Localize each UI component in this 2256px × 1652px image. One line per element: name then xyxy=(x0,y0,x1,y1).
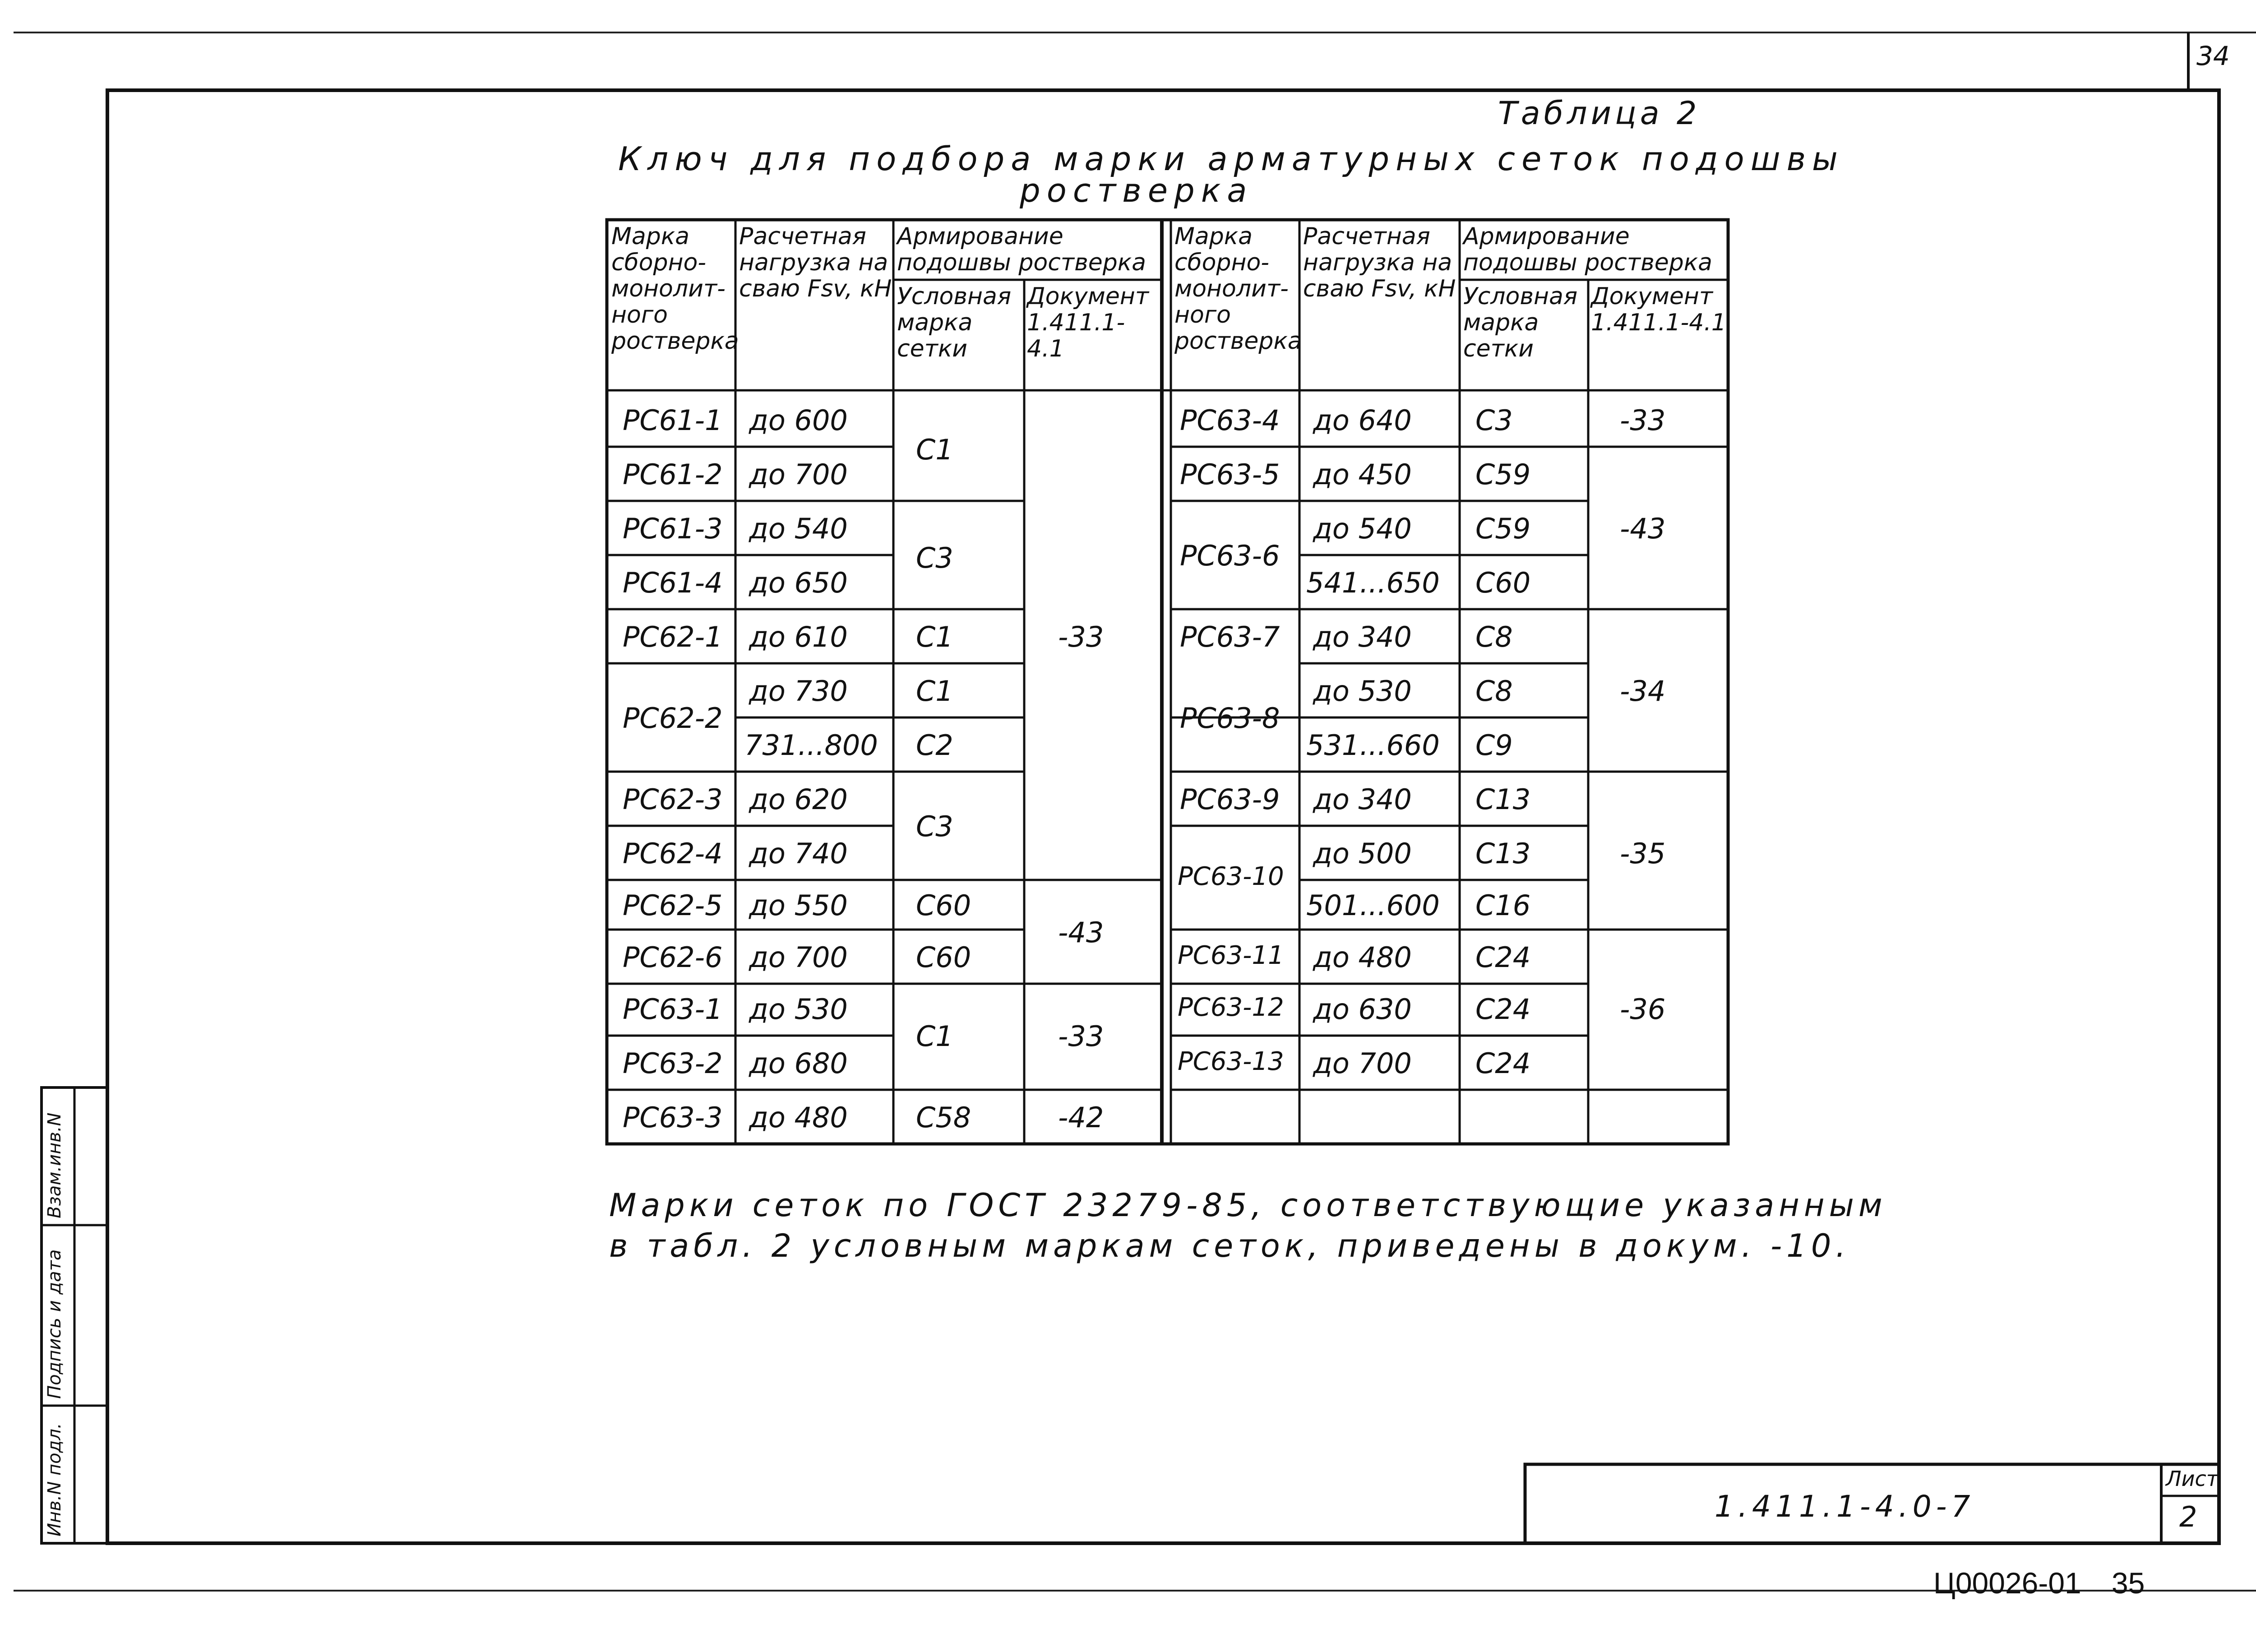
side-label-inv: Инв.N подл. xyxy=(44,1423,65,1536)
right-mark: РС63-4 xyxy=(1180,404,1280,437)
right-load: до 450 xyxy=(1313,458,1412,491)
right-cond: С3 xyxy=(1475,404,1513,437)
right-cond: С24 xyxy=(1475,941,1531,974)
left-mark: РС62-5 xyxy=(623,889,723,922)
right-load: до 540 xyxy=(1313,512,1412,545)
table-title: Ключ для подбора марки арматурных сеток подошвы xyxy=(618,140,1844,178)
left-mark: РС61-4 xyxy=(623,566,723,599)
left-load: до 740 xyxy=(749,837,848,870)
left-cond: С1 xyxy=(916,675,953,708)
sheet-corner-number: 34 xyxy=(2196,41,2230,71)
right-mark: РС63-12 xyxy=(1178,993,1284,1022)
left-load: до 600 xyxy=(749,404,848,437)
header-mark-right: Марка сборно-монолит-ного ростверка xyxy=(1174,223,1302,355)
header-reinf-left: Армирование подошвы ростверка xyxy=(897,223,1146,276)
left-doc: -33 xyxy=(1058,1020,1104,1053)
archive-page: 35 xyxy=(2112,1566,2145,1600)
right-cond: С59 xyxy=(1475,512,1531,545)
right-mark: РС63-9 xyxy=(1180,783,1280,816)
right-load: 501...600 xyxy=(1306,889,1440,922)
left-load: до 540 xyxy=(749,512,848,545)
left-mark: РС63-2 xyxy=(623,1047,723,1080)
left-cond: С60 xyxy=(916,941,971,974)
left-cond: С60 xyxy=(916,889,971,922)
right-cond: С24 xyxy=(1475,993,1531,1026)
left-mark: РС61-1 xyxy=(623,404,723,437)
left-cond: С1 xyxy=(916,1020,953,1053)
right-cond: С13 xyxy=(1475,837,1531,870)
right-doc: -35 xyxy=(1620,837,1666,870)
left-mark: РС63-1 xyxy=(623,993,723,1026)
header-doc-left: Документ 1.411.1-4.1 xyxy=(1027,283,1149,362)
right-load: до 480 xyxy=(1313,941,1412,974)
right-doc: -36 xyxy=(1620,993,1666,1026)
right-load: до 340 xyxy=(1313,620,1412,653)
left-mark: РС61-2 xyxy=(623,458,723,491)
left-cond: С1 xyxy=(916,433,953,466)
table-label: Таблица 2 xyxy=(1498,95,1701,132)
header-reinf-right: Армирование подошвы ростверка xyxy=(1463,223,1713,276)
table-title-line2: ростверка xyxy=(1020,171,1253,209)
left-load: до 480 xyxy=(749,1101,848,1134)
right-cond: С60 xyxy=(1475,566,1531,599)
side-label-replace: Взам.инв.N xyxy=(44,1112,65,1218)
right-cond: С8 xyxy=(1475,620,1513,653)
left-mark: РС63-3 xyxy=(623,1101,723,1134)
left-mark: РС62-1 xyxy=(623,620,723,653)
left-cond: С3 xyxy=(916,810,953,843)
right-load: до 700 xyxy=(1313,1047,1412,1080)
left-cond: С1 xyxy=(916,620,953,653)
right-mark: РС63-8 xyxy=(1180,702,1280,735)
right-mark: РС63-7 xyxy=(1180,620,1280,653)
left-load: до 610 xyxy=(749,620,848,653)
right-mark: РС63-5 xyxy=(1180,458,1280,491)
right-load: 531...660 xyxy=(1306,729,1440,762)
archive-code: Ц00026-01 xyxy=(1933,1566,2081,1600)
side-label-signature: Подпись и дата xyxy=(44,1249,65,1399)
right-load: до 640 xyxy=(1313,404,1412,437)
left-mark: РС61-3 xyxy=(623,512,723,545)
left-mark: РС62-2 xyxy=(623,702,723,735)
left-mark: РС62-4 xyxy=(623,837,723,870)
left-load: до 650 xyxy=(749,566,848,599)
left-load: до 530 xyxy=(749,993,848,1026)
right-cond: С8 xyxy=(1475,675,1513,708)
right-cond: С59 xyxy=(1475,458,1531,491)
header-load-left: Расчетная нагрузка на сваю Fsv, кН xyxy=(739,223,892,302)
right-cond: С13 xyxy=(1475,783,1531,816)
left-doc: -33 xyxy=(1058,620,1104,653)
right-doc: -43 xyxy=(1620,512,1666,545)
left-load: до 730 xyxy=(749,675,848,708)
stamp-code: 1.411.1-4.0-7 xyxy=(1715,1489,1975,1524)
right-cond: С9 xyxy=(1475,729,1513,762)
left-cond: С58 xyxy=(916,1101,971,1134)
right-cond: С24 xyxy=(1475,1047,1531,1080)
note-line-2: в табл. 2 условным маркам сеток, приведены в докум. -10. xyxy=(609,1227,1850,1264)
header-doc-right: Документ 1.411.1-4.1 xyxy=(1591,283,1726,336)
right-load: до 630 xyxy=(1313,993,1412,1026)
left-mark: РС62-6 xyxy=(623,941,723,974)
right-cond: С16 xyxy=(1475,889,1531,922)
right-mark: РС63-10 xyxy=(1178,862,1284,891)
left-doc: -42 xyxy=(1058,1101,1104,1134)
left-cond: С3 xyxy=(916,541,953,574)
left-load: 731...800 xyxy=(744,729,878,762)
right-load: 541...650 xyxy=(1306,566,1440,599)
right-load: до 530 xyxy=(1313,675,1412,708)
right-doc: -34 xyxy=(1620,675,1666,708)
right-mark: РС63-13 xyxy=(1178,1047,1284,1076)
header-cond-left: Условная марка сетки xyxy=(897,283,1012,362)
left-mark: РС62-3 xyxy=(623,783,723,816)
left-load: до 700 xyxy=(749,941,848,974)
right-doc: -33 xyxy=(1620,404,1666,437)
left-cond: С2 xyxy=(916,729,953,762)
right-mark: РС63-6 xyxy=(1180,539,1280,572)
sheet-label: Лист xyxy=(2166,1467,2219,1491)
header-mark-left: Марка сборно-монолит-ного ростверка xyxy=(611,223,739,355)
right-load: до 500 xyxy=(1313,837,1412,870)
left-load: до 680 xyxy=(749,1047,848,1080)
right-mark: РС63-11 xyxy=(1178,941,1284,970)
left-load: до 550 xyxy=(749,889,848,922)
sheet-number: 2 xyxy=(2179,1500,2197,1533)
note-line-1: Марки сеток по ГОСТ 23279-85, соответствующие указанным xyxy=(609,1187,1887,1224)
header-cond-right: Условная марка сетки xyxy=(1463,283,1578,362)
left-doc: -43 xyxy=(1058,916,1104,949)
left-load: до 620 xyxy=(749,783,848,816)
left-load: до 700 xyxy=(749,458,848,491)
header-load-right: Расчетная нагрузка на сваю Fsv, кН xyxy=(1303,223,1456,302)
right-load: до 340 xyxy=(1313,783,1412,816)
